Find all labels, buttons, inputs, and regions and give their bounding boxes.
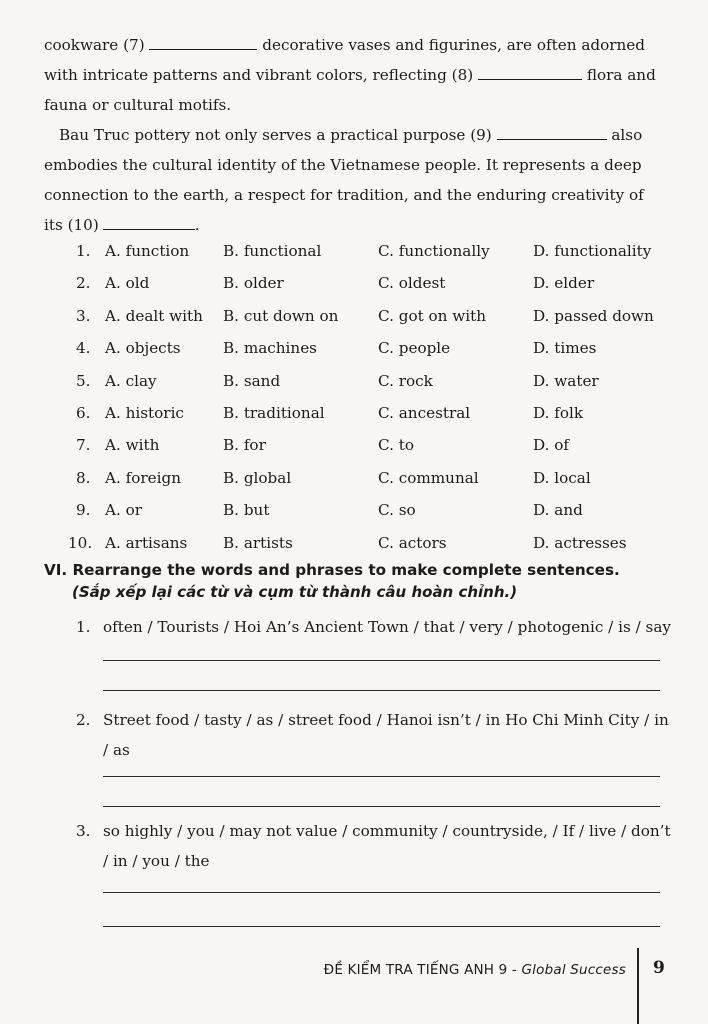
option-a[interactable]: A. artisans — [105, 533, 188, 552]
passage-line: fauna or cultural motifs. — [44, 96, 232, 114]
passage-paragraph-1 — [44, 30, 666, 120]
option-c[interactable]: C. oldest — [378, 274, 446, 293]
option-b[interactable]: B. older — [223, 274, 284, 293]
option-a[interactable]: A. objects — [105, 339, 181, 358]
option-c[interactable]: C. so — [378, 501, 416, 520]
option-c[interactable]: C. functionally — [378, 242, 490, 260]
option-c[interactable]: C. communal — [378, 468, 479, 487]
option-c[interactable]: C. ancestral — [378, 403, 471, 422]
option-row: 4. A. objects B. machines C. people D. times — [76, 332, 676, 364]
option-d[interactable]: D. times — [533, 339, 597, 358]
option-row: 6. A. historic B. traditional C. ancestral D. folk — [76, 397, 676, 429]
option-a[interactable]: A. foreign — [105, 468, 181, 487]
option-c[interactable]: C. got on with — [378, 306, 487, 325]
option-c[interactable]: C. rock — [378, 371, 433, 390]
option-a[interactable]: A. function — [105, 242, 190, 260]
option-b[interactable]: B. artists — [223, 533, 293, 552]
passage-line: with intricate patterns and vibrant colors, reflecting (8) flora and — [44, 66, 656, 84]
option-b[interactable]: B. sand — [223, 371, 281, 390]
option-a[interactable]: A. or — [105, 501, 143, 520]
answer-line[interactable] — [103, 660, 660, 661]
option-d[interactable]: D. functionality — [533, 242, 652, 260]
option-b[interactable]: B. machines — [223, 339, 317, 358]
option-row: 7. A. with B. for C. to D. of — [76, 429, 676, 461]
option-row: 10. A. artisans B. artists C. actors D. actresses — [76, 527, 676, 559]
passage-paragraph-2 — [44, 120, 666, 240]
option-d[interactable]: D. folk — [533, 403, 584, 422]
option-c[interactable]: C. to — [378, 436, 414, 455]
option-d[interactable]: D. elder — [533, 274, 595, 293]
book-title-footer: ĐỀ KIỂM TRA TIẾNG ANH 9 - Global Success — [323, 962, 626, 978]
answer-blank-7[interactable] — [149, 35, 257, 50]
option-row: 9. A. or B. but C. so D. and — [76, 494, 676, 526]
multiple-choice-options — [68, 235, 676, 559]
option-b[interactable]: B. but — [223, 501, 270, 520]
answer-line[interactable] — [103, 806, 660, 807]
option-d[interactable]: D. passed down — [533, 306, 654, 325]
option-a[interactable]: A. with — [105, 436, 160, 455]
answer-line[interactable] — [103, 892, 660, 893]
option-d[interactable]: D. water — [533, 371, 599, 390]
footer-divider — [637, 948, 639, 1024]
option-d[interactable]: D. local — [533, 468, 591, 487]
option-row: 5. A. clay B. sand C. rock D. water — [76, 365, 676, 397]
answer-blank-10[interactable] — [103, 215, 195, 230]
option-c[interactable]: C. people — [378, 339, 451, 358]
option-d[interactable]: D. and — [533, 501, 583, 520]
passage-line: connection to the earth, a respect for tradition, and the enduring creativity of — [44, 186, 644, 204]
answer-line[interactable] — [103, 926, 660, 927]
option-b[interactable]: B. for — [223, 436, 266, 455]
option-b[interactable]: B. functional — [223, 242, 322, 260]
section-6-subtitle: (Sắp xếp lại các từ và cụm từ thành câu hoàn chỉnh.) — [72, 583, 518, 601]
option-d[interactable]: D. actresses — [533, 533, 627, 552]
passage-line: embodies the cultural identity of the Vietnamese people. It represents a deep — [44, 156, 642, 174]
option-b[interactable]: B. traditional — [223, 403, 325, 422]
option-row: 3. A. dealt with B. cut down on C. got on with D. passed down — [76, 300, 676, 332]
worksheet-page: cookware (7) decorative vases and figurines, are often adorned with intricate patterns and vibrant colors, reflecting (8) flora and fauna or cultural motifs. Bau Truc pottery not only serves a practical purpose (9) also embodies the cultural identity of the Vietnamese people. It represents a deep connection to the earth, a respect for tradition, and the enduring creativity of its (10) . 1. A. function B. functional C. functionally D. functionality 2. A. old B. older C. oldest D. elder 3. A. dealt with B. cut down on C. got on with D. passed down 4. A. objects B. machines C. people D. times 5. A. clay B. sand C. rock D. water 6. A. historic B. traditional C. ancestral D. folk 7. A. with B. for C. to D. of 8. A. foreign B. global C. communal D. local 9. A. or B. but C. so D. and 10. A. artisans B. artists C. actors D. actresses VI. Rearrange the words and phrases to make complete sentences. (Sắp xếp lại các từ và cụm từ thành câu hoàn chỉnh.) 1. often / Tourists / Hoi An’s Ancient Town / that / very / photogenic / is / say 2. Street food / tasty / as / street food / Hanoi isn’t / in Ho Chi Minh City / in / as 3. so highly / you / may not value / community / countryside, / If / live / don’t / in / you / the ĐỀ KIỂM TRA TIẾNG ANH 9 - Global Success 9 — [0, 0, 708, 1024]
option-b[interactable]: B. global — [223, 468, 292, 487]
answer-blank-9[interactable] — [497, 125, 607, 140]
answer-line[interactable] — [103, 690, 660, 691]
option-d[interactable]: D. of — [533, 436, 570, 455]
option-a[interactable]: A. historic — [105, 403, 184, 422]
section-6-title: VI. Rearrange the words and phrases to make complete sentences. — [44, 561, 620, 579]
option-row: 1. A. function B. functional C. functionally D. functionality — [76, 235, 676, 267]
passage-line: its (10) . — [44, 216, 200, 234]
option-a[interactable]: A. old — [105, 274, 150, 293]
passage-line: cookware (7) decorative vases and figurines, are often adorned — [44, 36, 645, 54]
option-a[interactable]: A. clay — [105, 371, 157, 390]
answer-line[interactable] — [103, 776, 660, 777]
option-a[interactable]: A. dealt with — [105, 306, 203, 325]
answer-blank-8[interactable] — [478, 65, 582, 80]
option-c[interactable]: C. actors — [378, 533, 447, 552]
page-number: 9 — [653, 958, 665, 978]
option-b[interactable]: B. cut down on — [223, 306, 339, 325]
passage-line: Bau Truc pottery not only serves a practical purpose (9) also — [59, 126, 643, 144]
option-row: 2. A. old B. older C. oldest D. elder — [76, 267, 676, 299]
option-row: 8. A. foreign B. global C. communal D. local — [76, 462, 676, 494]
